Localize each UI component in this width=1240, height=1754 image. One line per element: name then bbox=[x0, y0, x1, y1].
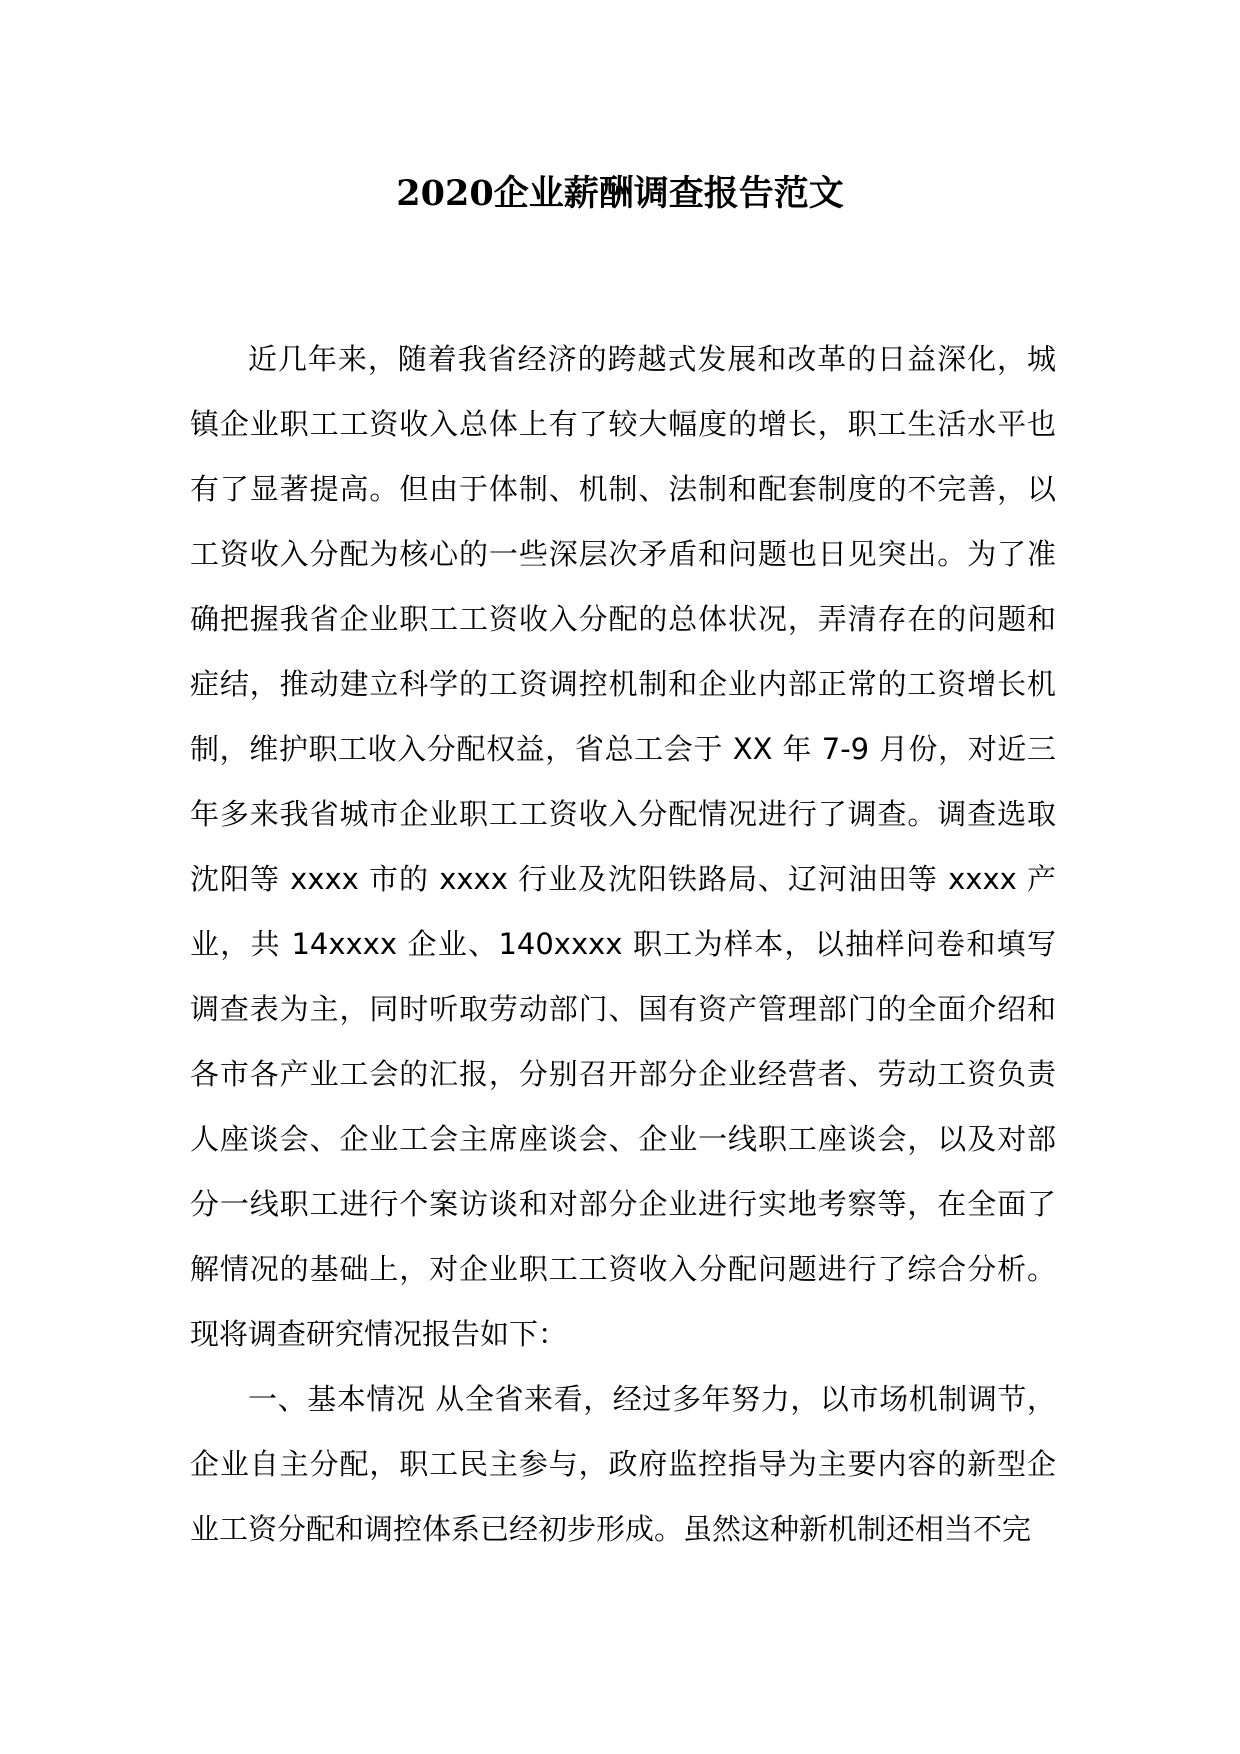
document-title: 2020企业薪酬调查报告范文 bbox=[396, 173, 844, 214]
body-paragraph-intro: 近几年来，随着我省经济的跨越式发展和改革的日益深化，城镇企业职工工资收入总体上有了较大幅度的增长，职工生活水平也有了显著提高。但由于体制、机制、法制和配套制度的不完善，以工资收入分配为核心的一些深层次矛盾和问题也日见突出。为了准确把握我省企业职工工资收入分配的总体状况，弄清存在的问题和症结，推动建立科学的工资调控机制和企业内部正常的工资增长机制，维护职工收入分配权益，省总工会于 XX 年 7-9 月份，对近三年多来我省城市企业职工工资收入分配情况进行了调查。调查选取沈阳等 xxxx 市的 xxxx 行业及沈阳铁路局、辽河油田等 xxxx 产业，共 14xxxx 企业、140xxxx 职工为样本，以抽样问卷和填写调查表为主，同时听取劳动部门、国有资产管理部门的全面介绍和各市各产业工会的汇报，分别召开部分企业经营者、劳动工资负责人座谈会、企业工会主席座谈会、企业一线职工座谈会，以及对部分一线职工进行个案访谈和对部分企业进行实地考察等，在全面了解情况的基础上，对企业职工工资收入分配问题进行了综合分析。现将调查研究情况报告如下： bbox=[190, 342, 1056, 1351]
document-body bbox=[190, 327, 1056, 1562]
body-paragraph-basic-situation: 一、基本情况 从全省来看，经过多年努力，以市场机制调节，企业自主分配，职工民主参与，政府监控指导为主要内容的新型企业工资分配和调控体系已经初步形成。虽然这种新机制还相当不完 bbox=[190, 1382, 1056, 1546]
